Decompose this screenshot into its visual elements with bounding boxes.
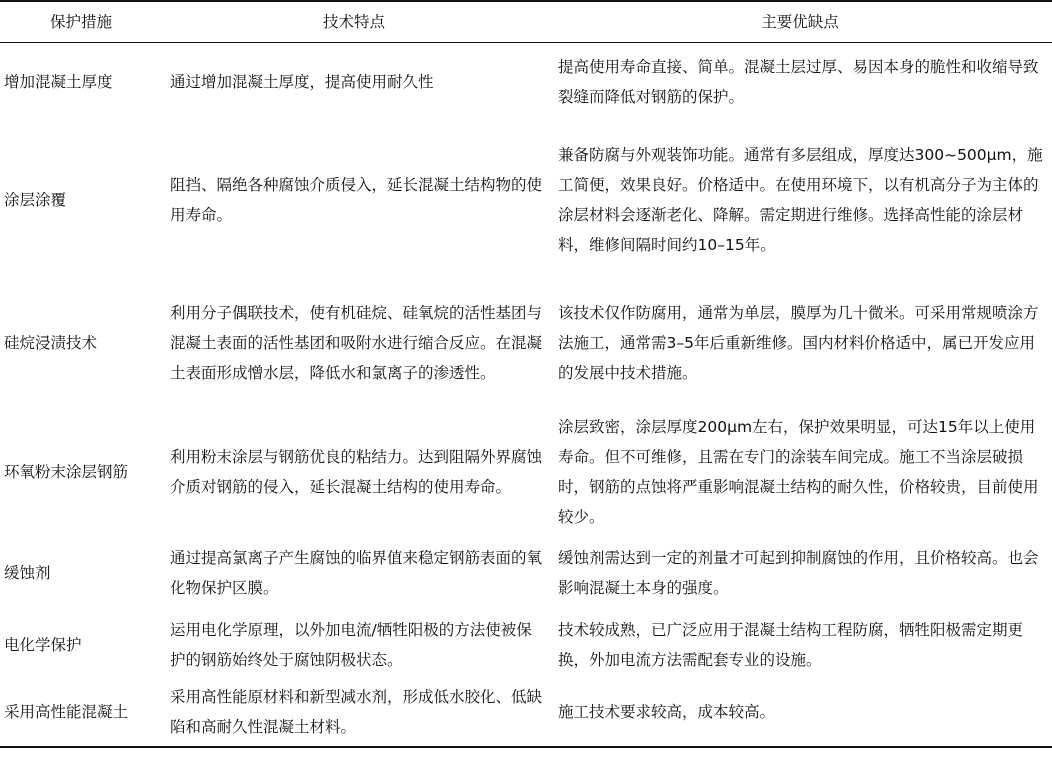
features-cell: 通过提高氯离子产生腐蚀的临界值来稳定钢筋表面的氧化物保护区膜。	[170, 549, 543, 597]
table-row	[0, 536, 1052, 611]
features-cell: 运用电化学原理，以外加电流/牺牲阳极的方法使被保护的钢筋始终处于腐蚀阴极状态。	[170, 620, 532, 669]
measure-cell: 采用高性能混凝土	[4, 703, 129, 721]
pros-cons-cell: 技术较成熟，已广泛应用于混凝土结构工程防腐，牺牲阳极需定期更换，外加电流方法需配套专业的设施。	[558, 620, 1024, 669]
features-cell: 利用分子偶联技术，使有机硅烷、硅氧烷的活性基团与混凝土表面的活性基团和吸附水进行缩合反应。在混凝土表面形成憎水层，降低水和氯离子的渗透性。	[170, 303, 543, 382]
table-row	[0, 122, 1052, 278]
header-pros-cons: 主要优缺点	[761, 13, 839, 31]
pros-cons-cell: 提高使用寿命直接、简单。混凝土层过厚、易因本身的脆性和收缩导致裂缝而降低对钢筋的保护。	[558, 58, 1039, 107]
header-measure: 保护措施	[49, 13, 112, 31]
pros-cons-cell: 施工技术要求较高，成本较高。	[558, 703, 776, 721]
pros-cons-cell: 兼备防腐与外观装饰功能。通常有多层组成，厚度达300~500μm，施工简便，效果良好。价格适中。在使用环境下，以有机高分子为主体的涂层材料会逐渐老化、降解。需定期进行维修。选择高性能的涂层材料，维修间隔时间约10–15年。	[558, 145, 1043, 254]
table-row	[0, 679, 1052, 747]
pros-cons-cell: 涂层致密，涂层厚度200μm左右，保护效果明显，可达15年以上使用寿命。但不可维修，且需在专门的涂装车间完成。施工不当涂层破损时，钢筋的点蚀将严重影响混凝土结构的耐久性，价格较贵，目前使用较少。	[558, 417, 1039, 526]
features-cell: 阻挡、隔绝各种腐蚀介质侵入，延长混凝土结构物的使用寿命。	[170, 175, 543, 224]
table-row	[0, 278, 1052, 408]
table-row	[0, 43, 1052, 122]
header-features: 技术特点	[322, 13, 385, 31]
features-cell: 采用高性能原材料和新型减水剂，形成低水胶化、低缺陷和高耐久性混凝土材料。	[170, 688, 543, 736]
measure-cell: 环氧粉末涂层钢筋	[4, 462, 129, 481]
measure-cell: 电化学保护	[4, 635, 82, 654]
features-cell: 通过增加混凝土厚度，提高使用耐久性	[170, 73, 434, 92]
measure-cell: 增加混凝土厚度	[4, 73, 113, 92]
table-row	[0, 408, 1052, 536]
pros-cons-cell: 该技术仅作防腐用，通常为单层，膜厚为几十微米。可采用常规喷涂方法施工，通常需3–5年后重新维修。国内材料价格适中，属已开发应用的发展中技术措施。	[558, 303, 1039, 382]
pros-cons-cell: 缓蚀剂需达到一定的剂量才可起到抑制腐蚀的作用，且价格较高。也会影响混凝土本身的强度。	[558, 549, 1039, 597]
features-cell: 利用粉末涂层与钢筋优良的粘结力。达到阻隔外界腐蚀介质对钢筋的侵入，延长混凝土结构的使用寿命。	[170, 447, 543, 496]
measure-cell: 硅烷浸渍技术	[4, 333, 98, 352]
header-row	[0, 1, 1052, 43]
measure-cell: 缓蚀剂	[4, 564, 51, 582]
table-row	[0, 611, 1052, 679]
measure-cell: 涂层涂覆	[4, 190, 67, 209]
